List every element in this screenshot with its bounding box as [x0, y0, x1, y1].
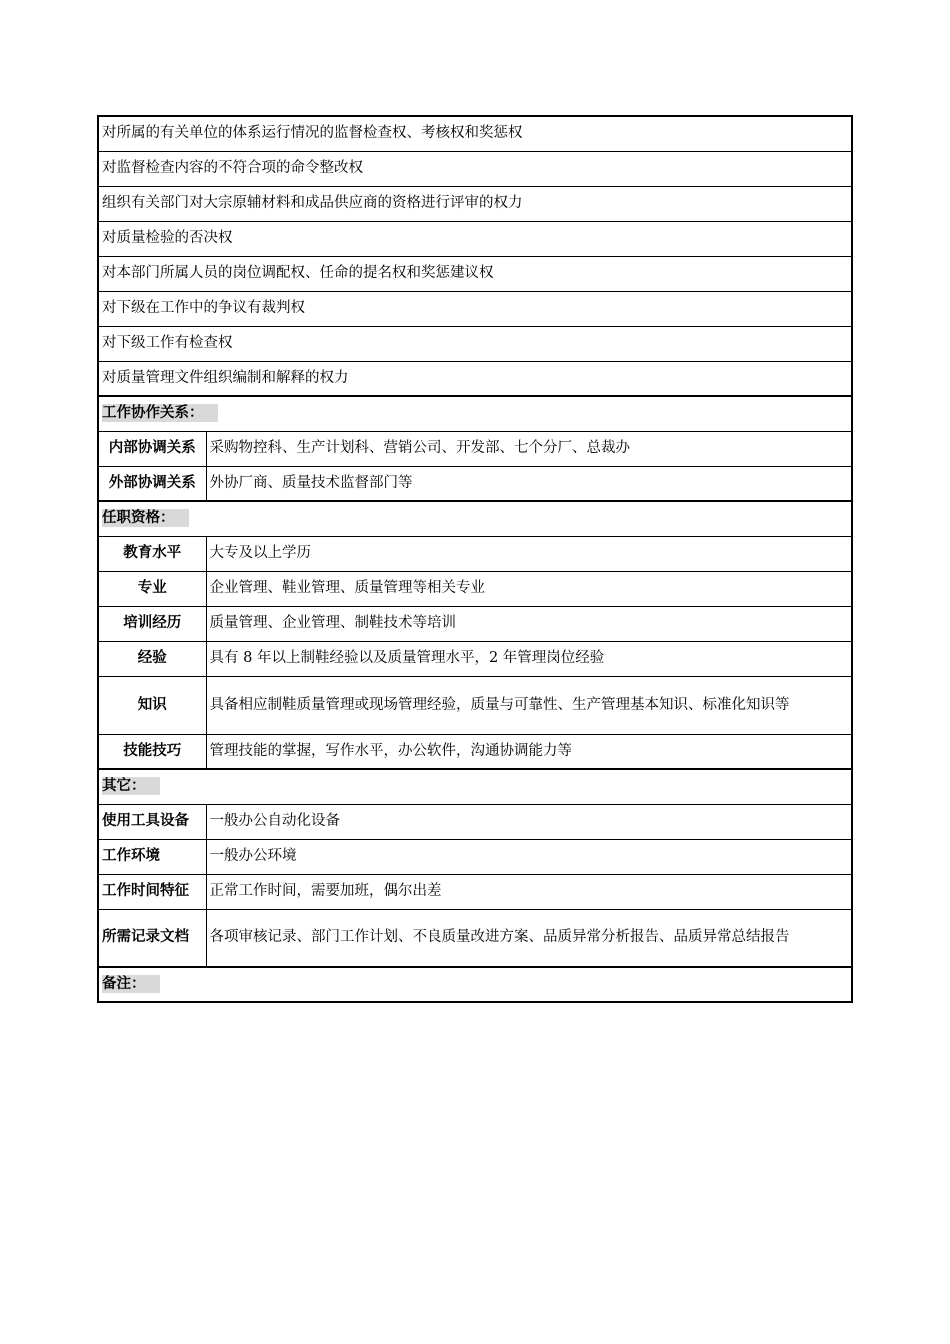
row-label: 知识 [98, 676, 206, 734]
row-value: 具备相应制鞋质量管理或现场管理经验，质量与可靠性、生产管理基本知识、标准化知识等 [206, 676, 852, 734]
section-header-cooperation [98, 396, 852, 431]
row-label: 外部协调关系 [98, 466, 206, 501]
row-label: 工作环境 [98, 839, 206, 874]
other-row [98, 804, 852, 839]
authority-row [98, 221, 852, 256]
row-label: 内部协调关系 [98, 431, 206, 466]
authority-item: 对下级工作有检查权 [98, 326, 852, 361]
authority-item: 对下级在工作中的争议有裁判权 [98, 291, 852, 326]
other-row [98, 909, 852, 967]
authority-row [98, 361, 852, 396]
row-label: 培训经历 [98, 606, 206, 641]
cooperation-row [98, 466, 852, 501]
qualification-row [98, 571, 852, 606]
row-label: 经验 [98, 641, 206, 676]
section-header-other [98, 769, 852, 804]
authority-item: 对本部门所属人员的岗位调配权、任命的提名权和奖惩建议权 [98, 256, 852, 291]
cooperation-row [98, 431, 852, 466]
other-row [98, 874, 852, 909]
job-description-table [97, 115, 853, 1003]
authority-row [98, 291, 852, 326]
row-value: 大专及以上学历 [206, 536, 852, 571]
row-value: 企业管理、鞋业管理、质量管理等相关专业 [206, 571, 852, 606]
authority-row [98, 186, 852, 221]
row-label: 专业 [98, 571, 206, 606]
authority-row [98, 256, 852, 291]
row-value: 一般办公环境 [206, 839, 852, 874]
authority-item: 对质量检验的否决权 [98, 221, 852, 256]
authority-item: 对所属的有关单位的体系运行情况的监督检查权、考核权和奖惩权 [98, 116, 852, 151]
section-title: 其它： [102, 777, 160, 795]
row-value: 具有 8 年以上制鞋经验以及质量管理水平，2 年管理岗位经验 [206, 641, 852, 676]
section-title: 备注： [102, 975, 160, 993]
qualification-row [98, 734, 852, 769]
row-value: 管理技能的掌握，写作水平，办公软件，沟通协调能力等 [206, 734, 852, 769]
row-label: 工作时间特征 [98, 874, 206, 909]
authority-item: 对质量管理文件组织编制和解释的权力 [98, 361, 852, 396]
row-label: 教育水平 [98, 536, 206, 571]
authority-row [98, 116, 852, 151]
other-row [98, 839, 852, 874]
authority-row [98, 326, 852, 361]
row-value: 质量管理、企业管理、制鞋技术等培训 [206, 606, 852, 641]
row-value: 各项审核记录、部门工作计划、不良质量改进方案、品质异常分析报告、品质异常总结报告 [206, 909, 852, 967]
row-value: 正常工作时间，需要加班，偶尔出差 [206, 874, 852, 909]
qualification-row [98, 606, 852, 641]
section-header-qualification [98, 501, 852, 536]
qualification-row [98, 536, 852, 571]
qualification-row [98, 641, 852, 676]
row-value: 一般办公自动化设备 [206, 804, 852, 839]
authority-item: 组织有关部门对大宗原辅材料和成品供应商的资格进行评审的权力 [98, 186, 852, 221]
authority-item: 对监督检查内容的不符合项的命令整改权 [98, 151, 852, 186]
row-value: 外协厂商、质量技术监督部门等 [206, 466, 852, 501]
section-title: 任职资格： [102, 509, 189, 527]
row-value: 采购物控科、生产计划科、营销公司、开发部、七个分厂、总裁办 [206, 431, 852, 466]
row-label: 所需记录文档 [98, 909, 206, 967]
authority-row [98, 151, 852, 186]
section-title: 工作协作关系： [102, 404, 218, 422]
row-label: 技能技巧 [98, 734, 206, 769]
qualification-row [98, 676, 852, 734]
row-label: 使用工具设备 [98, 804, 206, 839]
section-header-remarks [98, 967, 852, 1002]
